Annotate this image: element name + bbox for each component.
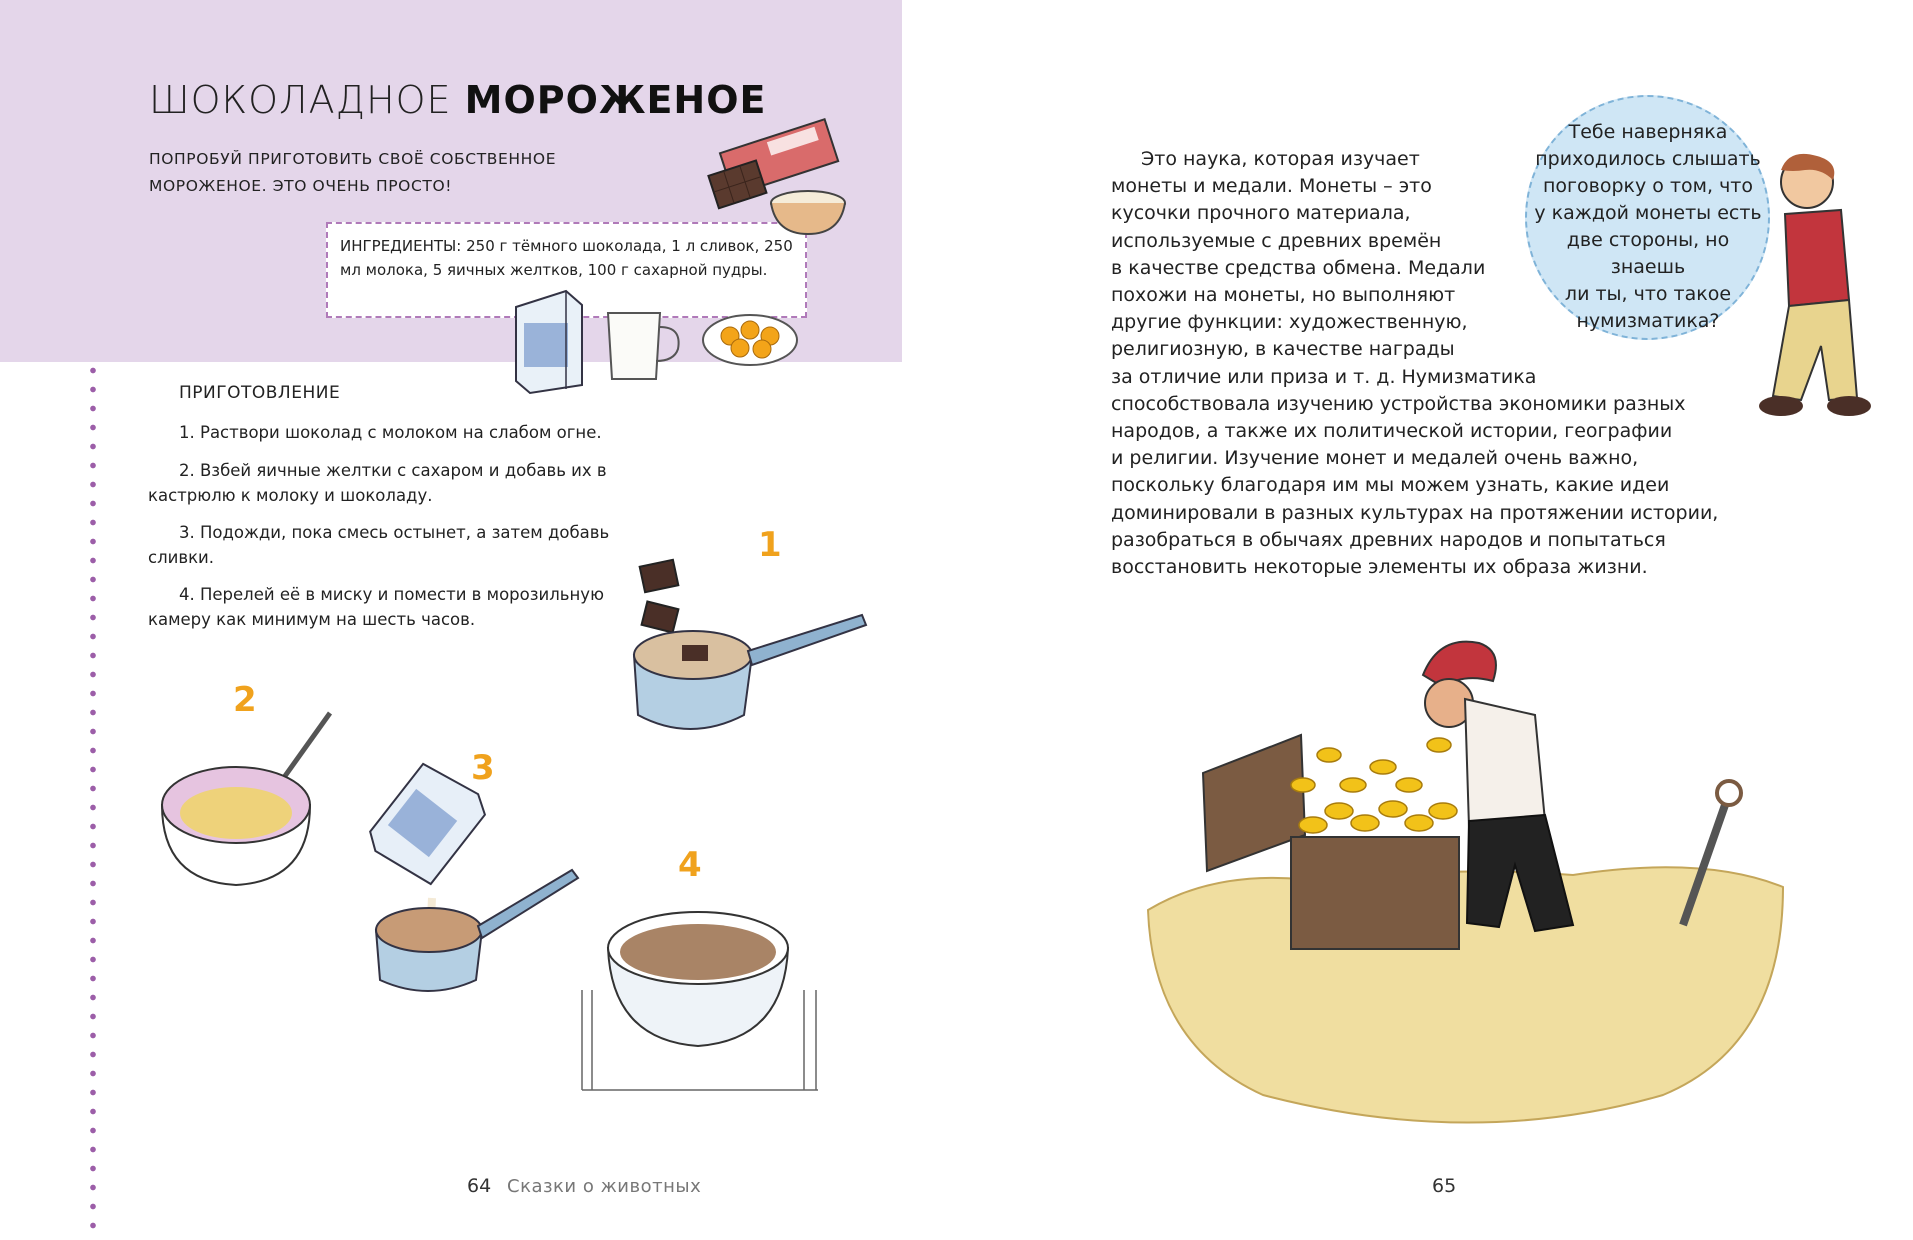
ingredients-label: ИНГРЕДИЕНТЫ: bbox=[340, 237, 462, 255]
step-2: 2. Взбей яичные желтки с сахаром и добавь их в кастрюлю к молоку и шоколаду. bbox=[148, 461, 607, 505]
bowl-whisk-illustration bbox=[160, 705, 360, 895]
milk-carton-illustration bbox=[508, 285, 588, 395]
illustration-number-2: 2 bbox=[233, 680, 257, 720]
illustration-number-4: 4 bbox=[678, 845, 702, 885]
sugar-bowl-illustration bbox=[768, 188, 848, 238]
recipe-intro: ПОПРОБУЙ ПРИГОТОВИТЬ СВОЁ СОБСТВЕННОЕ МОРОЖЕНОЕ. ЭТО ОЧЕНЬ ПРОСТО! bbox=[149, 150, 557, 195]
step-3: 3. Подожди, пока смесь остынет, а затем добавь сливки. bbox=[148, 523, 610, 567]
numismatics-paragraph: Это наука, которая изучает монеты и медали. Монеты – это кусочки прочного материала, используемые с древних времён в качестве средства обмена. Медали похожи на монеты, но выполняют другие функции: художественную, религиозную, в качестве награды за отличие или приза и т. д. Нумизматика способствовала изучению устройства экономики разных народов, а также их политической истории, географии и религии. Изучение монет и медалей очень важно, поскольку благодаря им мы можем узнать, какие идеи доминировали в разных культурах на протяжении истории, разобраться в обычаях древних народов и попытаться восстановить некоторые элементы их образа жизни. bbox=[1111, 148, 1719, 579]
illustration-number-1: 1 bbox=[758, 525, 782, 565]
step-4: 4. Перелей её в миску и помести в морозильную камеру как минимум на шесть часов. bbox=[148, 585, 604, 629]
ingredients-list: 250 г тёмного шоколада, 1 л сливок, 250 мл молока, 5 яичных желтков, 100 г сахарной пудры. bbox=[340, 237, 793, 279]
egg-yolks-illustration bbox=[700, 308, 800, 368]
speech-bubble-text: Тебе наверняка приходилось слышать поговорку о том, что у каждой монеты есть две стороны, но знаешь ли ты, что такое нумизматика? bbox=[1534, 121, 1762, 332]
boy-illustration bbox=[1745, 150, 1870, 430]
recipe-title bbox=[149, 78, 766, 122]
preparation-heading: ПРИГОТОВЛЕНИЕ bbox=[179, 383, 341, 403]
recipe-title-bold: МОРОЖЕНОЕ bbox=[464, 78, 767, 122]
milk-jug-illustration bbox=[598, 305, 693, 385]
left-page-number: 64 bbox=[467, 1175, 492, 1197]
pouring-cream-illustration bbox=[360, 770, 610, 1000]
freezer-bowl-illustration bbox=[578, 868, 823, 1093]
right-page-number: 65 bbox=[1432, 1175, 1457, 1197]
illustration-number-3: 3 bbox=[471, 748, 495, 788]
saucepan-chocolate-illustration bbox=[630, 555, 870, 745]
running-title: Сказки о животных bbox=[507, 1176, 702, 1197]
recipe-title-light: ШОКОЛАДНОЕ bbox=[149, 78, 452, 122]
pirate-treasure-illustration bbox=[1143, 625, 1788, 1165]
step-1: 1. Раствори шоколад с молоком на слабом огне. bbox=[179, 423, 602, 442]
